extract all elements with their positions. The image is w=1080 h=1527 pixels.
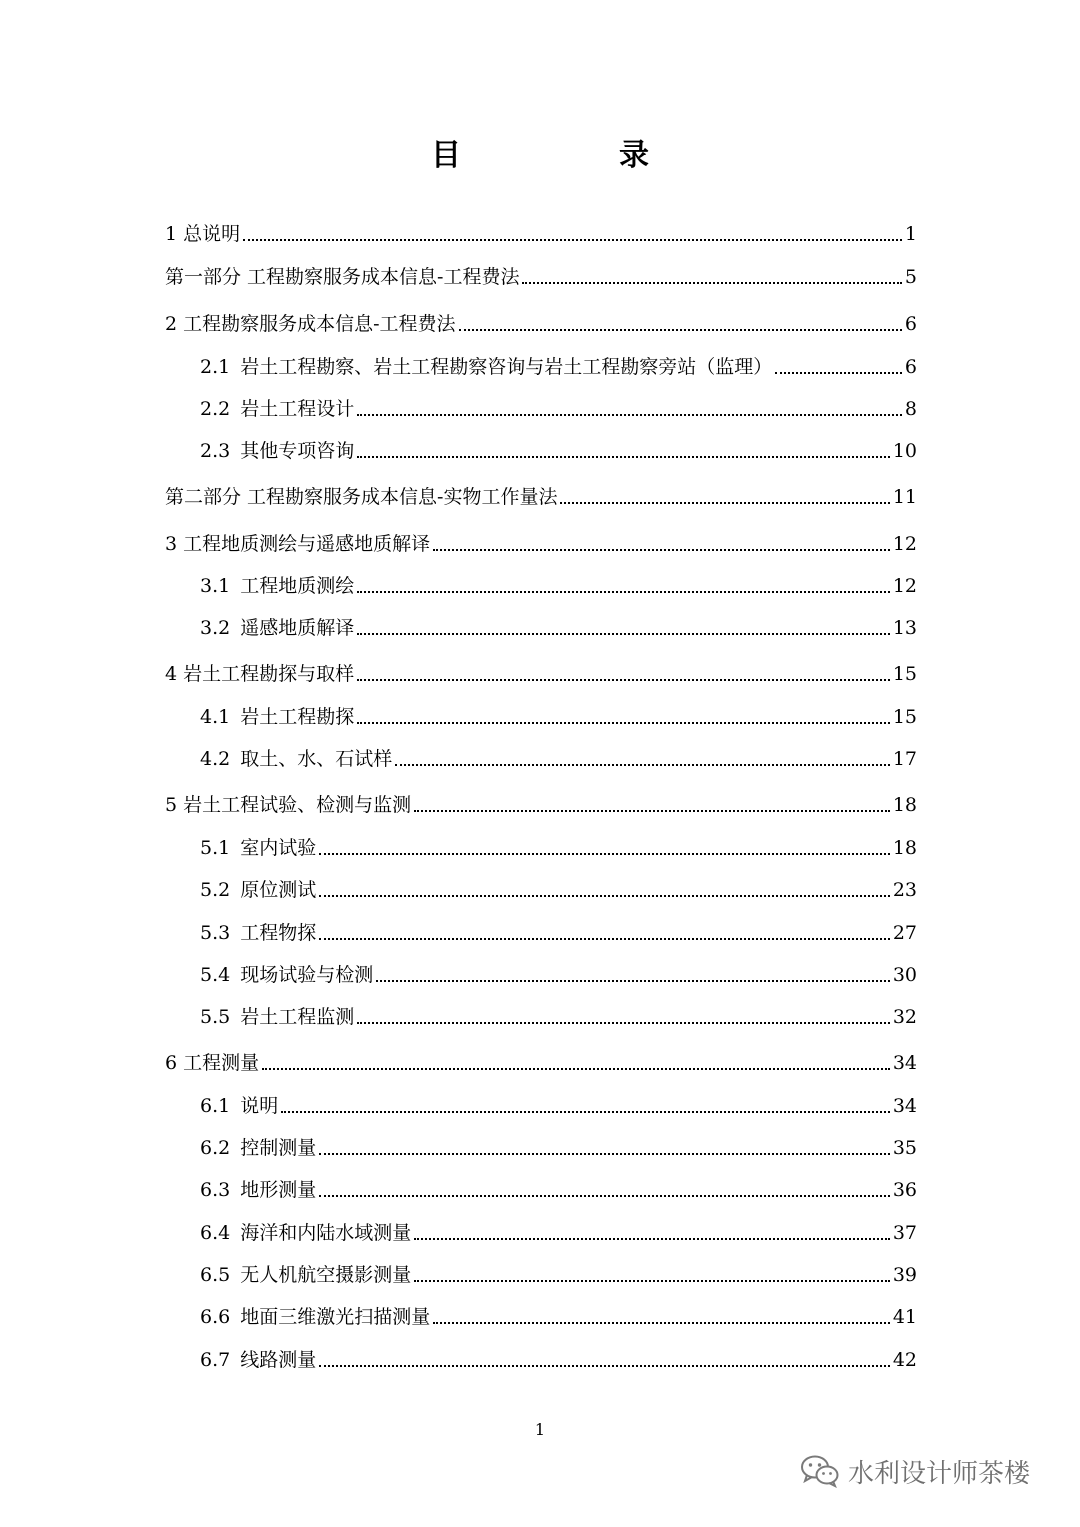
toc-entry-title	[200, 960, 373, 990]
toc-entry-page: 36	[892, 1179, 917, 1201]
toc-entry-number: 3.1	[200, 575, 231, 597]
toc-entry-text: 工程地质测绘	[240, 575, 355, 597]
table-of-contents	[165, 0, 917, 1400]
toc-entry-title	[200, 1218, 411, 1248]
watermark-text: 水利设计师茶楼	[848, 1458, 1031, 1489]
toc-entry-text: 室内试验	[240, 837, 317, 859]
toc-entry-text: 地面三维激光扫描测量	[240, 1306, 431, 1328]
toc-entry-page: 35	[892, 1137, 917, 1159]
toc-entry-text: 原位测试	[240, 879, 317, 901]
toc-entry-title	[200, 1091, 278, 1121]
toc-entry-page: 1	[904, 223, 917, 245]
toc-entry-title: 2 工程勘察服务成本信息-工程费法	[165, 313, 456, 335]
toc-entry-page: 42	[892, 1349, 917, 1371]
dot-leader	[357, 633, 890, 635]
toc-entry[interactable]	[165, 659, 917, 689]
toc-entry-text: 工程物探	[240, 922, 317, 944]
toc-entry-number: 2.2	[200, 398, 231, 420]
toc-entry-page: 41	[892, 1306, 917, 1328]
toc-entry-title	[200, 1260, 411, 1290]
dot-leader	[357, 722, 890, 724]
dot-leader	[376, 980, 890, 982]
dot-leader	[414, 1280, 890, 1282]
toc-entry-text: 其他专项咨询	[240, 440, 355, 462]
dot-leader	[319, 1195, 890, 1197]
toc-entry-number: 2.3	[200, 440, 231, 462]
toc-entry-text: 取土、水、石试样	[240, 748, 393, 770]
toc-entry-page: 18	[892, 837, 917, 859]
toc-entry-page: 8	[904, 398, 917, 420]
toc-entry[interactable]	[165, 529, 917, 559]
dot-leader	[243, 239, 902, 241]
dot-leader	[433, 549, 890, 551]
toc-entry-title: 第一部分 工程勘察服务成本信息-工程费法	[165, 266, 520, 288]
toc-entry-text: 控制测量	[240, 1137, 317, 1159]
dot-leader	[414, 1238, 890, 1240]
toc-entry[interactable]	[200, 1345, 917, 1375]
toc-entry-page: 34	[892, 1095, 917, 1117]
dot-leader	[319, 938, 890, 940]
toc-entry-text: 地形测量	[240, 1179, 317, 1201]
toc-entry-text: 海洋和内陆水域测量	[240, 1222, 412, 1244]
toc-entry-number: 5.2	[200, 879, 231, 901]
dot-leader	[560, 502, 889, 504]
toc-entry[interactable]	[200, 1302, 917, 1332]
toc-entry-page: 34	[892, 1052, 917, 1074]
toc-entry-number: 5.3	[200, 922, 231, 944]
toc-entry-page: 15	[892, 706, 917, 728]
toc-entry-number: 6.4	[200, 1222, 231, 1244]
toc-entry-page: 15	[892, 663, 917, 685]
toc-entry-title	[200, 702, 354, 732]
toc-entry[interactable]	[200, 613, 917, 643]
toc-entry-title: 5 岩土工程试验、检测与监测	[165, 794, 412, 816]
dot-leader	[395, 764, 890, 766]
dot-leader	[319, 1153, 890, 1155]
toc-entry-page: 13	[892, 617, 917, 639]
toc-entry[interactable]	[200, 1218, 917, 1248]
toc-entry-page: 10	[892, 440, 917, 462]
dot-leader	[459, 329, 902, 331]
toc-entry-text: 岩土工程勘探	[240, 706, 355, 728]
toc-entry[interactable]	[200, 1091, 917, 1121]
toc-entry[interactable]	[200, 744, 917, 774]
toc-entry-page: 5	[904, 266, 917, 288]
dot-leader	[357, 591, 890, 593]
toc-entry-title	[200, 1133, 316, 1163]
toc-entry-page: 12	[892, 575, 917, 597]
toc-entry-title	[200, 1302, 430, 1332]
toc-entry[interactable]	[165, 219, 917, 249]
dot-leader	[522, 282, 901, 284]
toc-entry-text: 岩土工程监测	[240, 1006, 355, 1028]
toc-entry-text: 现场试验与检测	[240, 964, 374, 986]
toc-entry[interactable]	[165, 262, 917, 292]
toc-entry-page: 17	[892, 748, 917, 770]
toc-entry[interactable]	[200, 702, 917, 732]
toc-entry-number: 2.1	[200, 356, 231, 378]
toc-entry-page: 27	[892, 922, 917, 944]
toc-entry[interactable]	[200, 875, 917, 905]
toc-entry-title	[200, 436, 354, 466]
dot-leader	[281, 1111, 890, 1113]
toc-entry-title	[200, 833, 316, 863]
toc-entry[interactable]	[200, 918, 917, 948]
dot-leader	[357, 679, 890, 681]
toc-entry-text: 岩土工程设计	[240, 398, 355, 420]
dot-leader	[775, 372, 902, 374]
toc-entry-title	[200, 1345, 316, 1375]
toc-entry-text: 无人机航空摄影测量	[240, 1264, 412, 1286]
toc-entry-title	[200, 875, 316, 905]
toc-entry-page: 32	[892, 1006, 917, 1028]
wechat-icon	[800, 1454, 840, 1488]
page-number: 1	[534, 1420, 546, 1439]
toc-entry-page: 30	[892, 964, 917, 986]
dot-leader	[414, 810, 890, 812]
dot-leader	[357, 1022, 890, 1024]
dot-leader	[319, 1365, 890, 1367]
toc-entry-number: 5.4	[200, 964, 231, 986]
toc-entry-page: 37	[892, 1222, 917, 1244]
toc-entry[interactable]	[200, 833, 917, 863]
toc-entry-number: 6.5	[200, 1264, 231, 1286]
toc-entry-number: 5.1	[200, 837, 231, 859]
toc-entry-text: 岩土工程勘察、岩土工程勘察咨询与岩土工程勘察旁站（监理）	[240, 356, 773, 378]
toc-entry[interactable]	[165, 309, 917, 339]
toc-entry-number: 3.2	[200, 617, 231, 639]
toc-entry-page: 18	[892, 794, 917, 816]
toc-entry-title	[200, 1175, 316, 1205]
toc-entry-number: 6.3	[200, 1179, 231, 1201]
toc-entry-title	[200, 571, 354, 601]
toc-entry[interactable]	[200, 960, 917, 990]
dot-leader	[319, 895, 890, 897]
toc-entry[interactable]	[200, 394, 917, 424]
toc-entry[interactable]	[200, 1260, 917, 1290]
toc-entry-title: 3 工程地质测绘与遥感地质解译	[165, 533, 431, 555]
dot-leader	[357, 414, 902, 416]
toc-entry-text: 遥感地质解译	[240, 617, 355, 639]
toc-entry-title	[200, 744, 392, 774]
dot-leader	[357, 456, 890, 458]
toc-entry-title	[200, 352, 772, 382]
toc-entry-number: 6.2	[200, 1137, 231, 1159]
toc-entry-page: 6	[904, 313, 917, 335]
toc-entry-page: 11	[892, 486, 917, 508]
toc-entry-title	[200, 1002, 354, 1032]
toc-entry-number: 4.2	[200, 748, 231, 770]
toc-entry[interactable]	[200, 571, 917, 601]
toc-entry[interactable]	[165, 482, 917, 512]
watermark	[800, 1452, 1030, 1490]
toc-entry-title: 第二部分 工程勘察服务成本信息-实物工作量法	[165, 486, 558, 508]
dot-leader	[319, 853, 890, 855]
toc-entry[interactable]	[165, 790, 917, 820]
toc-entry-page: 6	[904, 356, 917, 378]
toc-entry-number: 5.5	[200, 1006, 231, 1028]
dot-leader	[433, 1322, 890, 1324]
dot-leader	[262, 1068, 890, 1070]
toc-entry-page: 12	[892, 533, 917, 555]
toc-entry-number: 6.1	[200, 1095, 231, 1117]
toc-entry-title	[200, 613, 354, 643]
toc-entry[interactable]	[165, 1048, 917, 1078]
toc-entry-title	[200, 918, 316, 948]
toc-entry-page: 23	[892, 879, 917, 901]
page-title: 目 录	[431, 138, 713, 173]
toc-entry-number: 6.6	[200, 1306, 231, 1328]
toc-entry[interactable]	[200, 352, 917, 382]
toc-entry[interactable]	[200, 1002, 917, 1032]
toc-entry[interactable]	[200, 1133, 917, 1163]
toc-entry-text: 线路测量	[240, 1349, 317, 1371]
toc-entry-title: 1 总说明	[165, 223, 241, 245]
toc-entry-title	[200, 394, 354, 424]
toc-entry-page: 39	[892, 1264, 917, 1286]
toc-entry-number: 4.1	[200, 706, 231, 728]
toc-entry[interactable]	[200, 1175, 917, 1205]
toc-entry-title: 6 工程测量	[165, 1052, 260, 1074]
toc-entry[interactable]	[200, 436, 917, 466]
toc-entry-title: 4 岩土工程勘探与取样	[165, 663, 355, 685]
toc-entry-text: 说明	[240, 1095, 279, 1117]
toc-entry-number: 6.7	[200, 1349, 231, 1371]
